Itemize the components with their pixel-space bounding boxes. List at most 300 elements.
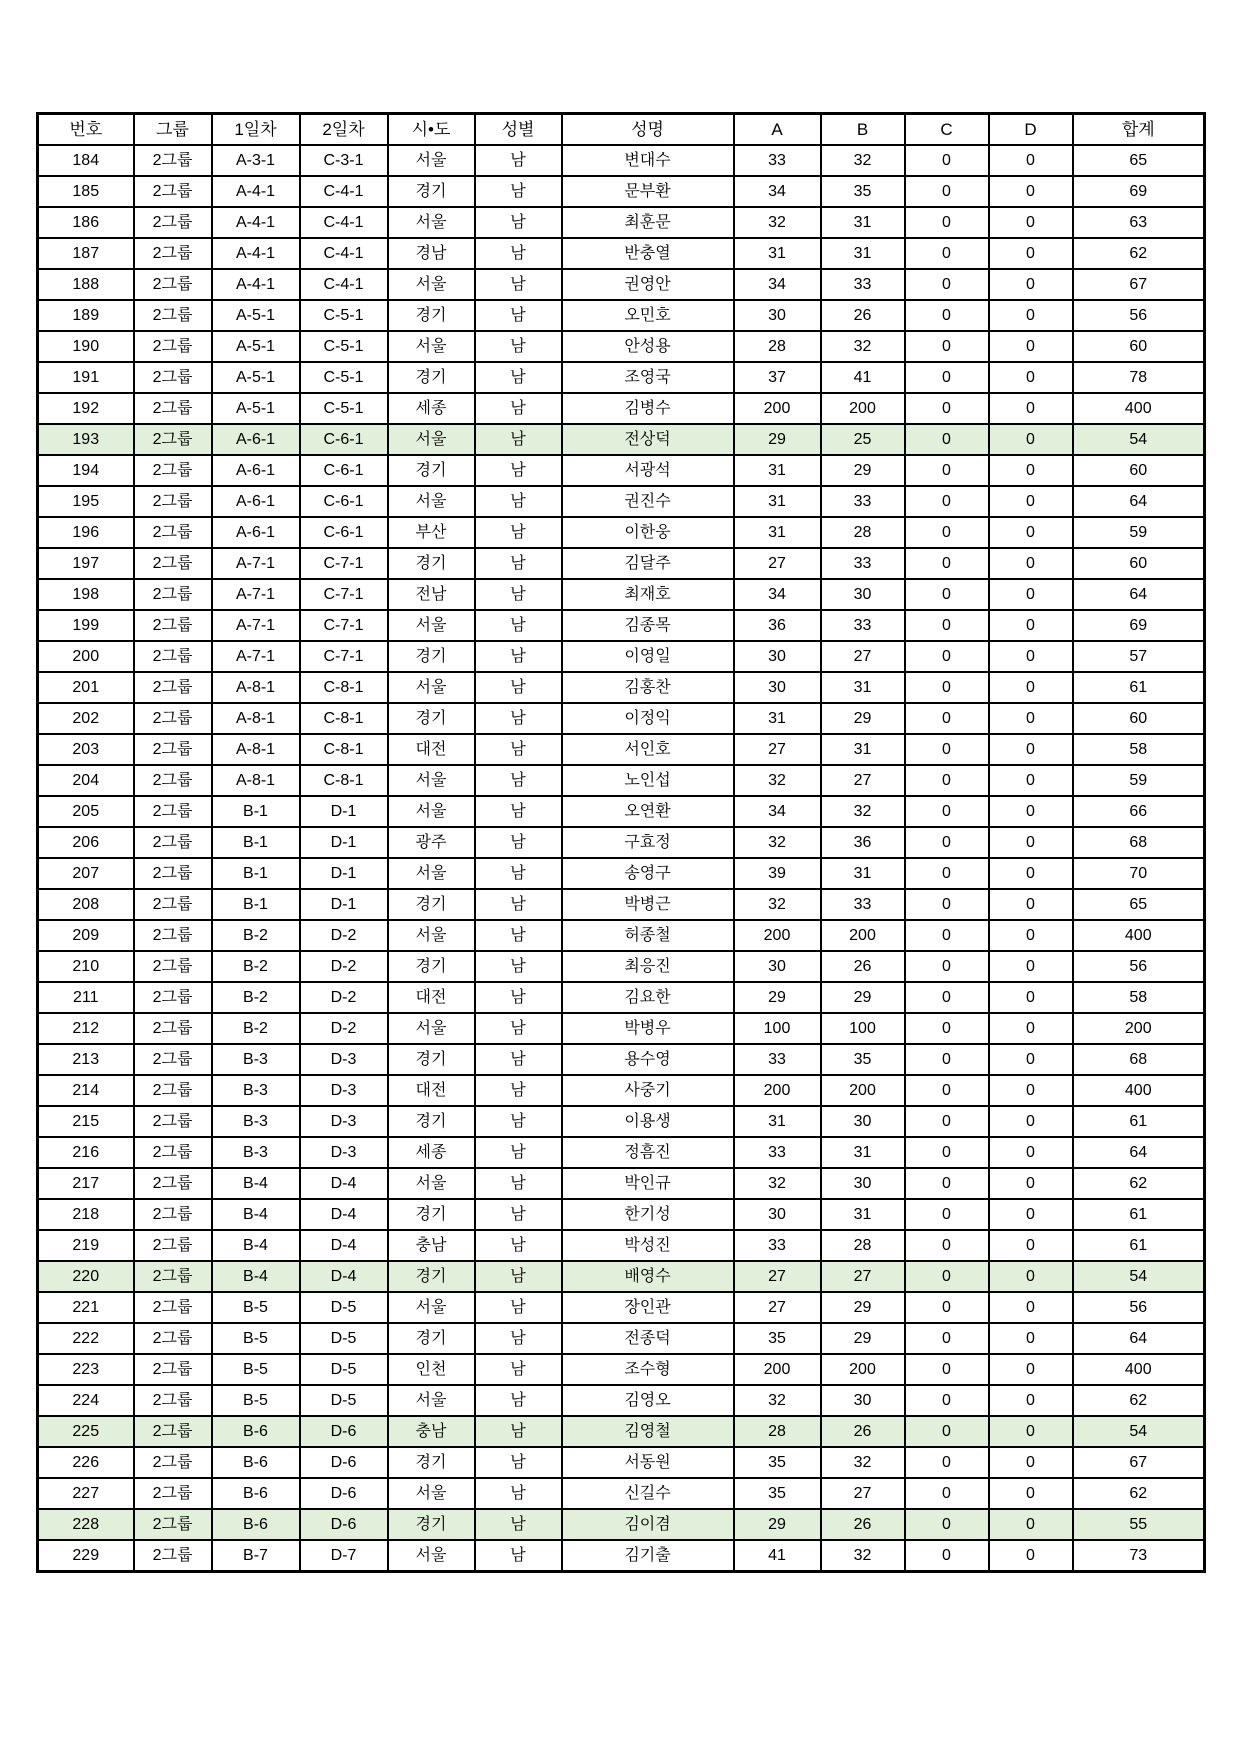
cell-day2: C-4-1 bbox=[300, 207, 388, 238]
cell-name: 전상덕 bbox=[562, 424, 734, 455]
cell-b: 27 bbox=[821, 765, 905, 796]
table-row bbox=[38, 1509, 1205, 1540]
table-row bbox=[38, 1230, 1205, 1261]
cell-a: 27 bbox=[734, 1292, 821, 1323]
cell-day2: C-6-1 bbox=[300, 486, 388, 517]
cell-a: 33 bbox=[734, 1137, 821, 1168]
cell-name: 변대수 bbox=[562, 145, 734, 176]
cell-b: 29 bbox=[821, 982, 905, 1013]
cell-a: 33 bbox=[734, 1044, 821, 1075]
cell-day2: D-1 bbox=[300, 889, 388, 920]
cell-total: 61 bbox=[1073, 672, 1205, 703]
cell-day2: D-3 bbox=[300, 1137, 388, 1168]
cell-name: 김요한 bbox=[562, 982, 734, 1013]
cell-number: 199 bbox=[38, 610, 134, 641]
cell-total: 65 bbox=[1073, 889, 1205, 920]
cell-gender: 남 bbox=[475, 1323, 562, 1354]
cell-day2: C-5-1 bbox=[300, 393, 388, 424]
table-row bbox=[38, 1106, 1205, 1137]
cell-number: 217 bbox=[38, 1168, 134, 1199]
cell-b: 32 bbox=[821, 1447, 905, 1478]
cell-day1: A-5-1 bbox=[212, 300, 300, 331]
cell-group: 2그룹 bbox=[134, 672, 212, 703]
cell-day2: C-6-1 bbox=[300, 455, 388, 486]
cell-day1: B-3 bbox=[212, 1044, 300, 1075]
cell-region: 경기 bbox=[388, 1106, 475, 1137]
cell-name: 이정익 bbox=[562, 703, 734, 734]
cell-a: 28 bbox=[734, 1416, 821, 1447]
cell-d: 0 bbox=[989, 486, 1073, 517]
cell-a: 32 bbox=[734, 207, 821, 238]
cell-d: 0 bbox=[989, 1230, 1073, 1261]
cell-number: 195 bbox=[38, 486, 134, 517]
cell-c: 0 bbox=[905, 1137, 989, 1168]
cell-c: 0 bbox=[905, 145, 989, 176]
cell-region: 대전 bbox=[388, 982, 475, 1013]
cell-c: 0 bbox=[905, 1106, 989, 1137]
cell-day1: B-5 bbox=[212, 1385, 300, 1416]
cell-c: 0 bbox=[905, 672, 989, 703]
cell-b: 26 bbox=[821, 1416, 905, 1447]
cell-region: 서울 bbox=[388, 486, 475, 517]
cell-d: 0 bbox=[989, 796, 1073, 827]
cell-b: 26 bbox=[821, 300, 905, 331]
cell-d: 0 bbox=[989, 362, 1073, 393]
cell-total: 66 bbox=[1073, 796, 1205, 827]
cell-gender: 남 bbox=[475, 1385, 562, 1416]
cell-region: 서울 bbox=[388, 858, 475, 889]
cell-number: 228 bbox=[38, 1509, 134, 1540]
cell-region: 부산 bbox=[388, 517, 475, 548]
cell-day1: B-5 bbox=[212, 1354, 300, 1385]
cell-gender: 남 bbox=[475, 1540, 562, 1572]
cell-b: 29 bbox=[821, 455, 905, 486]
cell-number: 192 bbox=[38, 393, 134, 424]
cell-a: 32 bbox=[734, 889, 821, 920]
cell-group: 2그룹 bbox=[134, 1540, 212, 1572]
table-row bbox=[38, 393, 1205, 424]
cell-group: 2그룹 bbox=[134, 1292, 212, 1323]
cell-day2: C-8-1 bbox=[300, 734, 388, 765]
cell-d: 0 bbox=[989, 269, 1073, 300]
table-row bbox=[38, 269, 1205, 300]
table-row bbox=[38, 207, 1205, 238]
cell-group: 2그룹 bbox=[134, 1354, 212, 1385]
cell-group: 2그룹 bbox=[134, 1137, 212, 1168]
cell-b: 33 bbox=[821, 486, 905, 517]
cell-group: 2그룹 bbox=[134, 641, 212, 672]
cell-d: 0 bbox=[989, 1075, 1073, 1106]
cell-day2: C-8-1 bbox=[300, 765, 388, 796]
cell-number: 224 bbox=[38, 1385, 134, 1416]
cell-name: 김홍찬 bbox=[562, 672, 734, 703]
cell-name: 용수영 bbox=[562, 1044, 734, 1075]
cell-region: 경기 bbox=[388, 1044, 475, 1075]
table-row bbox=[38, 1013, 1205, 1044]
cell-name: 정흠진 bbox=[562, 1137, 734, 1168]
cell-total: 61 bbox=[1073, 1199, 1205, 1230]
cell-day1: A-4-1 bbox=[212, 207, 300, 238]
cell-group: 2그룹 bbox=[134, 1013, 212, 1044]
cell-number: 207 bbox=[38, 858, 134, 889]
cell-c: 0 bbox=[905, 1013, 989, 1044]
cell-d: 0 bbox=[989, 300, 1073, 331]
cell-group: 2그룹 bbox=[134, 1416, 212, 1447]
cell-day2: D-1 bbox=[300, 827, 388, 858]
cell-c: 0 bbox=[905, 300, 989, 331]
cell-number: 203 bbox=[38, 734, 134, 765]
cell-gender: 남 bbox=[475, 176, 562, 207]
cell-day2: D-3 bbox=[300, 1044, 388, 1075]
cell-number: 219 bbox=[38, 1230, 134, 1261]
cell-name: 박병우 bbox=[562, 1013, 734, 1044]
cell-d: 0 bbox=[989, 827, 1073, 858]
cell-day1: A-4-1 bbox=[212, 176, 300, 207]
cell-gender: 남 bbox=[475, 517, 562, 548]
cell-day1: A-8-1 bbox=[212, 734, 300, 765]
cell-number: 187 bbox=[38, 238, 134, 269]
cell-day1: A-5-1 bbox=[212, 331, 300, 362]
cell-c: 0 bbox=[905, 176, 989, 207]
cell-region: 경기 bbox=[388, 455, 475, 486]
cell-day1: A-6-1 bbox=[212, 424, 300, 455]
cell-region: 서울 bbox=[388, 610, 475, 641]
cell-d: 0 bbox=[989, 1416, 1073, 1447]
cell-a: 36 bbox=[734, 610, 821, 641]
cell-total: 78 bbox=[1073, 362, 1205, 393]
cell-d: 0 bbox=[989, 1478, 1073, 1509]
cell-day2: D-1 bbox=[300, 796, 388, 827]
cell-day1: B-6 bbox=[212, 1416, 300, 1447]
cell-a: 200 bbox=[734, 920, 821, 951]
cell-a: 34 bbox=[734, 796, 821, 827]
cell-region: 경기 bbox=[388, 1199, 475, 1230]
cell-gender: 남 bbox=[475, 920, 562, 951]
table-row bbox=[38, 486, 1205, 517]
cell-day1: A-5-1 bbox=[212, 362, 300, 393]
cell-b: 31 bbox=[821, 238, 905, 269]
table-row bbox=[38, 1540, 1205, 1572]
cell-d: 0 bbox=[989, 672, 1073, 703]
cell-a: 31 bbox=[734, 517, 821, 548]
table-row bbox=[38, 362, 1205, 393]
cell-region: 경남 bbox=[388, 238, 475, 269]
cell-b: 31 bbox=[821, 734, 905, 765]
cell-c: 0 bbox=[905, 827, 989, 858]
cell-gender: 남 bbox=[475, 1261, 562, 1292]
cell-d: 0 bbox=[989, 889, 1073, 920]
cell-name: 이한웅 bbox=[562, 517, 734, 548]
cell-d: 0 bbox=[989, 207, 1073, 238]
cell-gender: 남 bbox=[475, 703, 562, 734]
cell-a: 200 bbox=[734, 1075, 821, 1106]
cell-d: 0 bbox=[989, 424, 1073, 455]
cell-group: 2그룹 bbox=[134, 889, 212, 920]
cell-number: 226 bbox=[38, 1447, 134, 1478]
cell-region: 경기 bbox=[388, 1261, 475, 1292]
cell-a: 30 bbox=[734, 1199, 821, 1230]
column-header-b: B bbox=[821, 114, 905, 146]
cell-d: 0 bbox=[989, 641, 1073, 672]
cell-group: 2그룹 bbox=[134, 424, 212, 455]
cell-c: 0 bbox=[905, 424, 989, 455]
cell-b: 35 bbox=[821, 1044, 905, 1075]
cell-b: 200 bbox=[821, 393, 905, 424]
cell-a: 37 bbox=[734, 362, 821, 393]
cell-d: 0 bbox=[989, 1354, 1073, 1385]
cell-day1: B-6 bbox=[212, 1478, 300, 1509]
cell-name: 박병근 bbox=[562, 889, 734, 920]
cell-c: 0 bbox=[905, 1478, 989, 1509]
cell-b: 27 bbox=[821, 1478, 905, 1509]
cell-total: 67 bbox=[1073, 269, 1205, 300]
cell-total: 64 bbox=[1073, 579, 1205, 610]
table-row bbox=[38, 238, 1205, 269]
cell-group: 2그룹 bbox=[134, 920, 212, 951]
cell-total: 67 bbox=[1073, 1447, 1205, 1478]
cell-group: 2그룹 bbox=[134, 827, 212, 858]
cell-c: 0 bbox=[905, 610, 989, 641]
cell-gender: 남 bbox=[475, 1199, 562, 1230]
cell-day1: A-4-1 bbox=[212, 238, 300, 269]
cell-day2: D-4 bbox=[300, 1230, 388, 1261]
cell-total: 62 bbox=[1073, 1168, 1205, 1199]
cell-day2: C-5-1 bbox=[300, 300, 388, 331]
cell-number: 223 bbox=[38, 1354, 134, 1385]
cell-gender: 남 bbox=[475, 765, 562, 796]
cell-day1: B-4 bbox=[212, 1230, 300, 1261]
cell-number: 211 bbox=[38, 982, 134, 1013]
table-row bbox=[38, 1044, 1205, 1075]
cell-gender: 남 bbox=[475, 424, 562, 455]
cell-group: 2그룹 bbox=[134, 1323, 212, 1354]
cell-group: 2그룹 bbox=[134, 982, 212, 1013]
cell-c: 0 bbox=[905, 1354, 989, 1385]
cell-number: 189 bbox=[38, 300, 134, 331]
cell-group: 2그룹 bbox=[134, 176, 212, 207]
cell-day1: A-3-1 bbox=[212, 145, 300, 176]
cell-total: 60 bbox=[1073, 455, 1205, 486]
cell-d: 0 bbox=[989, 1106, 1073, 1137]
cell-gender: 남 bbox=[475, 672, 562, 703]
cell-number: 201 bbox=[38, 672, 134, 703]
cell-number: 221 bbox=[38, 1292, 134, 1323]
table-body bbox=[38, 145, 1205, 1572]
cell-d: 0 bbox=[989, 982, 1073, 1013]
cell-total: 59 bbox=[1073, 517, 1205, 548]
table-row bbox=[38, 796, 1205, 827]
cell-gender: 남 bbox=[475, 145, 562, 176]
cell-group: 2그룹 bbox=[134, 1168, 212, 1199]
cell-name: 김영철 bbox=[562, 1416, 734, 1447]
cell-name: 반충열 bbox=[562, 238, 734, 269]
cell-gender: 남 bbox=[475, 238, 562, 269]
cell-day1: B-5 bbox=[212, 1292, 300, 1323]
cell-a: 34 bbox=[734, 269, 821, 300]
cell-c: 0 bbox=[905, 207, 989, 238]
cell-b: 27 bbox=[821, 641, 905, 672]
cell-name: 문부환 bbox=[562, 176, 734, 207]
table-row bbox=[38, 672, 1205, 703]
cell-a: 30 bbox=[734, 951, 821, 982]
column-header-group: 그룹 bbox=[134, 114, 212, 146]
cell-a: 32 bbox=[734, 827, 821, 858]
cell-region: 서울 bbox=[388, 920, 475, 951]
cell-c: 0 bbox=[905, 858, 989, 889]
column-header-a: A bbox=[734, 114, 821, 146]
cell-c: 0 bbox=[905, 703, 989, 734]
cell-region: 경기 bbox=[388, 889, 475, 920]
cell-region: 경기 bbox=[388, 1447, 475, 1478]
cell-name: 오연환 bbox=[562, 796, 734, 827]
table-row bbox=[38, 1292, 1205, 1323]
cell-a: 32 bbox=[734, 765, 821, 796]
cell-gender: 남 bbox=[475, 269, 562, 300]
cell-d: 0 bbox=[989, 1137, 1073, 1168]
cell-region: 충남 bbox=[388, 1416, 475, 1447]
cell-day1: B-3 bbox=[212, 1106, 300, 1137]
cell-a: 29 bbox=[734, 424, 821, 455]
cell-c: 0 bbox=[905, 455, 989, 486]
cell-name: 노인섭 bbox=[562, 765, 734, 796]
cell-number: 194 bbox=[38, 455, 134, 486]
cell-region: 경기 bbox=[388, 548, 475, 579]
cell-gender: 남 bbox=[475, 951, 562, 982]
results-sheet bbox=[36, 112, 1206, 1573]
cell-c: 0 bbox=[905, 331, 989, 362]
cell-name: 권영안 bbox=[562, 269, 734, 300]
cell-a: 30 bbox=[734, 641, 821, 672]
cell-d: 0 bbox=[989, 734, 1073, 765]
cell-region: 충남 bbox=[388, 1230, 475, 1261]
cell-total: 58 bbox=[1073, 734, 1205, 765]
cell-day2: C-7-1 bbox=[300, 548, 388, 579]
cell-number: 191 bbox=[38, 362, 134, 393]
cell-a: 31 bbox=[734, 238, 821, 269]
cell-b: 32 bbox=[821, 796, 905, 827]
cell-name: 권진수 bbox=[562, 486, 734, 517]
cell-day2: D-5 bbox=[300, 1385, 388, 1416]
table-row bbox=[38, 579, 1205, 610]
cell-total: 200 bbox=[1073, 1013, 1205, 1044]
table-row bbox=[38, 1478, 1205, 1509]
cell-number: 209 bbox=[38, 920, 134, 951]
cell-a: 27 bbox=[734, 1261, 821, 1292]
cell-day2: C-4-1 bbox=[300, 269, 388, 300]
cell-b: 26 bbox=[821, 1509, 905, 1540]
cell-group: 2그룹 bbox=[134, 579, 212, 610]
cell-d: 0 bbox=[989, 1261, 1073, 1292]
cell-region: 서울 bbox=[388, 1013, 475, 1044]
cell-group: 2그룹 bbox=[134, 734, 212, 765]
cell-c: 0 bbox=[905, 951, 989, 982]
cell-day1: A-8-1 bbox=[212, 672, 300, 703]
cell-total: 60 bbox=[1073, 548, 1205, 579]
cell-name: 안성용 bbox=[562, 331, 734, 362]
cell-b: 200 bbox=[821, 920, 905, 951]
cell-number: 185 bbox=[38, 176, 134, 207]
cell-region: 서울 bbox=[388, 269, 475, 300]
cell-day1: B-7 bbox=[212, 1540, 300, 1572]
table-row bbox=[38, 827, 1205, 858]
cell-b: 33 bbox=[821, 548, 905, 579]
cell-number: 212 bbox=[38, 1013, 134, 1044]
cell-day2: C-6-1 bbox=[300, 517, 388, 548]
cell-region: 서울 bbox=[388, 1385, 475, 1416]
cell-day1: A-7-1 bbox=[212, 641, 300, 672]
cell-total: 54 bbox=[1073, 1261, 1205, 1292]
cell-c: 0 bbox=[905, 1230, 989, 1261]
cell-number: 208 bbox=[38, 889, 134, 920]
cell-group: 2그룹 bbox=[134, 486, 212, 517]
cell-name: 김병수 bbox=[562, 393, 734, 424]
cell-c: 0 bbox=[905, 238, 989, 269]
cell-a: 200 bbox=[734, 1354, 821, 1385]
cell-day1: B-1 bbox=[212, 827, 300, 858]
table-row bbox=[38, 1137, 1205, 1168]
cell-d: 0 bbox=[989, 393, 1073, 424]
cell-gender: 남 bbox=[475, 207, 562, 238]
cell-gender: 남 bbox=[475, 610, 562, 641]
cell-d: 0 bbox=[989, 517, 1073, 548]
cell-total: 400 bbox=[1073, 1075, 1205, 1106]
cell-day2: D-7 bbox=[300, 1540, 388, 1572]
cell-a: 41 bbox=[734, 1540, 821, 1572]
cell-day1: A-7-1 bbox=[212, 610, 300, 641]
cell-gender: 남 bbox=[475, 1075, 562, 1106]
cell-group: 2그룹 bbox=[134, 858, 212, 889]
cell-day1: B-6 bbox=[212, 1509, 300, 1540]
cell-day2: C-4-1 bbox=[300, 176, 388, 207]
table-row bbox=[38, 176, 1205, 207]
cell-total: 63 bbox=[1073, 207, 1205, 238]
cell-group: 2그룹 bbox=[134, 1199, 212, 1230]
cell-total: 62 bbox=[1073, 1478, 1205, 1509]
cell-day1: B-2 bbox=[212, 920, 300, 951]
cell-gender: 남 bbox=[475, 1292, 562, 1323]
cell-gender: 남 bbox=[475, 1478, 562, 1509]
table-row bbox=[38, 548, 1205, 579]
table-row bbox=[38, 641, 1205, 672]
cell-name: 서인호 bbox=[562, 734, 734, 765]
cell-b: 32 bbox=[821, 145, 905, 176]
cell-region: 인천 bbox=[388, 1354, 475, 1385]
cell-total: 400 bbox=[1073, 393, 1205, 424]
cell-total: 54 bbox=[1073, 1416, 1205, 1447]
cell-c: 0 bbox=[905, 796, 989, 827]
cell-group: 2그룹 bbox=[134, 1106, 212, 1137]
cell-gender: 남 bbox=[475, 889, 562, 920]
cell-a: 35 bbox=[734, 1478, 821, 1509]
cell-day2: D-3 bbox=[300, 1106, 388, 1137]
cell-region: 서울 bbox=[388, 331, 475, 362]
cell-number: 184 bbox=[38, 145, 134, 176]
cell-b: 35 bbox=[821, 176, 905, 207]
cell-total: 70 bbox=[1073, 858, 1205, 889]
cell-gender: 남 bbox=[475, 1447, 562, 1478]
table-row bbox=[38, 1168, 1205, 1199]
cell-group: 2그룹 bbox=[134, 1509, 212, 1540]
cell-c: 0 bbox=[905, 393, 989, 424]
cell-number: 216 bbox=[38, 1137, 134, 1168]
cell-number: 220 bbox=[38, 1261, 134, 1292]
cell-d: 0 bbox=[989, 331, 1073, 362]
cell-d: 0 bbox=[989, 1168, 1073, 1199]
column-header-number: 번호 bbox=[38, 114, 134, 146]
cell-b: 31 bbox=[821, 672, 905, 703]
cell-region: 서울 bbox=[388, 672, 475, 703]
cell-day1: A-7-1 bbox=[212, 579, 300, 610]
